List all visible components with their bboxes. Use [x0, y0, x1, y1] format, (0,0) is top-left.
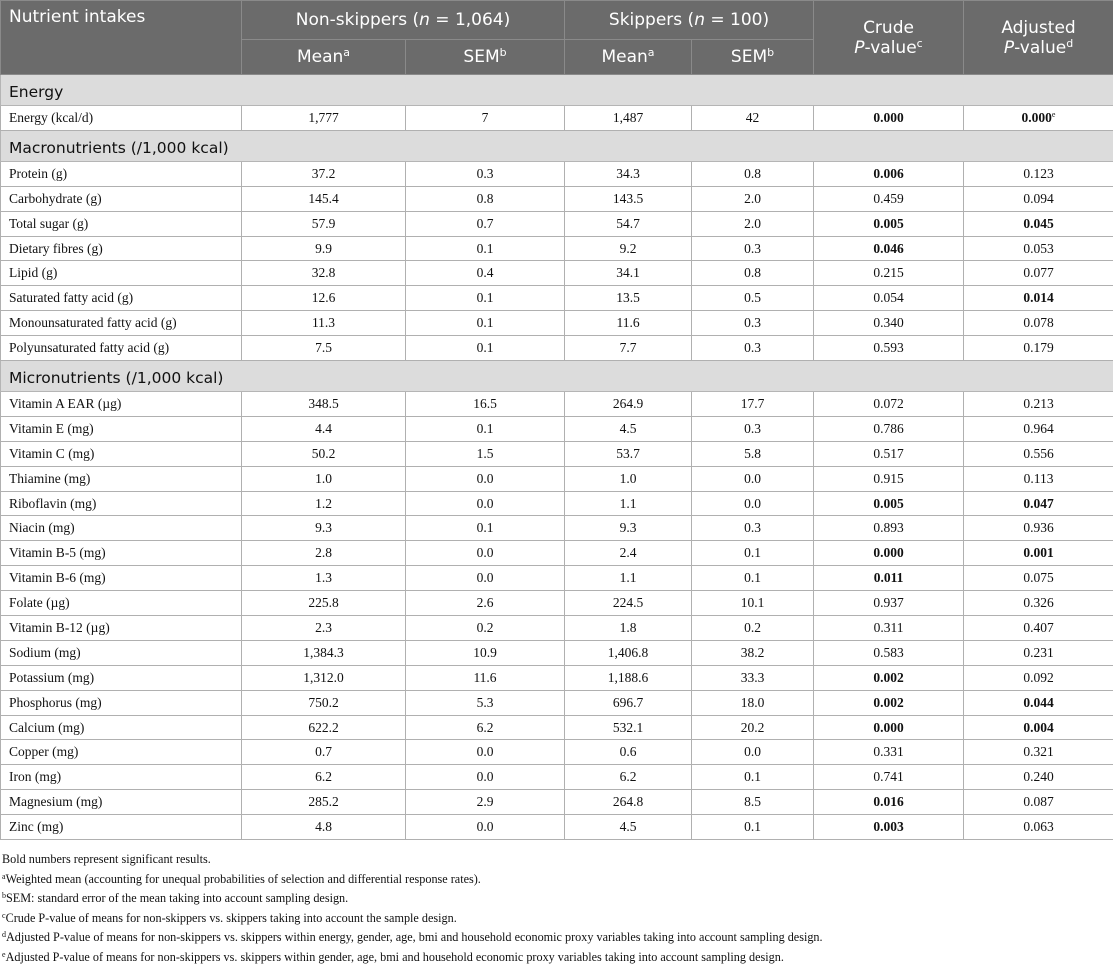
table-row [1, 211, 1113, 236]
section-row [1, 75, 1113, 106]
cell-sem-non-skippers: 0.1 [406, 286, 565, 311]
cell-sem-skippers: 0.3 [692, 311, 814, 336]
cell-mean-skippers: 1.0 [565, 466, 692, 491]
nutrient-name: Zinc (mg) [1, 815, 242, 840]
table-row [1, 161, 1113, 186]
cell-adjusted-p-value: 0.078 [964, 311, 1113, 336]
cell-sem-skippers: 2.0 [692, 211, 814, 236]
cell-sem-non-skippers: 1.5 [406, 441, 565, 466]
section-row [1, 130, 1113, 161]
cell-mean-skippers: 1,188.6 [565, 665, 692, 690]
footnote: $^a$Weighted mean (accounting for unequal probabilities of selection and differential response rates). [2, 871, 481, 886]
cell-sem-non-skippers: 5.3 [406, 690, 565, 715]
cell-crude-p-value: 0.340 [814, 311, 964, 336]
nutrient-name: Magnesium (mg) [1, 790, 242, 815]
cell-sem-skippers: 2.0 [692, 186, 814, 211]
cell-sem-skippers: 5.8 [692, 441, 814, 466]
cell-crude-p-value: 0.741 [814, 765, 964, 790]
cell-sem-skippers: 18.0 [692, 690, 814, 715]
footnote: Bold numbers represent significant results. [2, 852, 211, 866]
cell-crude-p-value: 0.000 [814, 106, 964, 131]
table-row [1, 186, 1113, 211]
nutrient-name: Protein (g) [1, 161, 242, 186]
cell-mean-skippers: 4.5 [565, 416, 692, 441]
nutrient-name: Iron (mg) [1, 765, 242, 790]
cell-mean-non-skippers: 7.5 [242, 336, 406, 361]
table-row [1, 790, 1113, 815]
cell-mean-non-skippers: 622.2 [242, 715, 406, 740]
cell-sem-skippers: 20.2 [692, 715, 814, 740]
cell-sem-non-skippers: 0.2 [406, 616, 565, 641]
cell-sem-skippers: 0.1 [692, 566, 814, 591]
cell-sem-non-skippers: 0.8 [406, 186, 565, 211]
nutrient-name: Riboflavin (mg) [1, 491, 242, 516]
cell-mean-skippers: 9.3 [565, 516, 692, 541]
cell-sem-skippers: 42 [692, 106, 814, 131]
cell-mean-non-skippers: 1,777 [242, 106, 406, 131]
cell-sem-non-skippers: 0.1 [406, 236, 565, 261]
cell-adjusted-p-value: 0.407 [964, 616, 1113, 641]
header-sem-skippers: SEM$^b$ [692, 40, 814, 75]
cell-mean-skippers: 1,406.8 [565, 640, 692, 665]
nutrient-name: Thiamine (mg) [1, 466, 242, 491]
nutrient-name: Potassium (mg) [1, 665, 242, 690]
header-crude-p-value: Crude P-value$^c$ [814, 1, 964, 75]
nutrient-name: Copper (mg) [1, 740, 242, 765]
cell-mean-non-skippers: 285.2 [242, 790, 406, 815]
nutrient-name: Niacin (mg) [1, 516, 242, 541]
table-row [1, 566, 1113, 591]
cell-sem-non-skippers: 7 [406, 106, 565, 131]
section-title: Energy [1, 75, 1113, 106]
cell-mean-skippers: 264.9 [565, 392, 692, 417]
table-row [1, 416, 1113, 441]
nutrient-name: Vitamin A EAR (µg) [1, 392, 242, 417]
cell-mean-non-skippers: 2.3 [242, 616, 406, 641]
cell-crude-p-value: 0.459 [814, 186, 964, 211]
table-row [1, 665, 1113, 690]
cell-mean-non-skippers: 225.8 [242, 591, 406, 616]
cell-mean-skippers: 143.5 [565, 186, 692, 211]
cell-sem-skippers: 0.3 [692, 236, 814, 261]
cell-mean-non-skippers: 1.0 [242, 466, 406, 491]
cell-sem-skippers: 0.8 [692, 161, 814, 186]
cell-sem-non-skippers: 0.3 [406, 161, 565, 186]
cell-sem-non-skippers: 0.0 [406, 541, 565, 566]
footnote: $^d$Adjusted P-value of means for non-skippers vs. skippers within energy, gender, age, bmi and household economic proxy variables taking into account sampling design. [2, 930, 823, 945]
table-row [1, 441, 1113, 466]
cell-mean-non-skippers: 37.2 [242, 161, 406, 186]
cell-crude-p-value: 0.046 [814, 236, 964, 261]
cell-sem-skippers: 0.1 [692, 541, 814, 566]
nutrient-name: Vitamin B-6 (mg) [1, 566, 242, 591]
cell-adjusted-p-value: 0.094 [964, 186, 1113, 211]
nutrient-name: Energy (kcal/d) [1, 106, 242, 131]
cell-sem-skippers: 0.3 [692, 416, 814, 441]
cell-mean-skippers: 7.7 [565, 336, 692, 361]
cell-mean-skippers: 2.4 [565, 541, 692, 566]
cell-sem-skippers: 0.1 [692, 815, 814, 840]
cell-adjusted-p-value: 0.092 [964, 665, 1113, 690]
cell-adjusted-p-value: 0.231 [964, 640, 1113, 665]
cell-mean-skippers: 1.1 [565, 566, 692, 591]
cell-adjusted-p-value: 0.123 [964, 161, 1113, 186]
nutrient-name: Polyunsaturated fatty acid (g) [1, 336, 242, 361]
header-non-skippers: Non-skippers (n = 1,064) [242, 1, 565, 40]
nutrient-name: Calcium (mg) [1, 715, 242, 740]
cell-crude-p-value: 0.215 [814, 261, 964, 286]
table-row [1, 765, 1113, 790]
cell-crude-p-value: 0.005 [814, 491, 964, 516]
header-mean-non-skippers: Mean$^a$ [242, 40, 406, 75]
cell-mean-non-skippers: 1.2 [242, 491, 406, 516]
table-row [1, 286, 1113, 311]
cell-crude-p-value: 0.002 [814, 690, 964, 715]
cell-sem-skippers: 0.5 [692, 286, 814, 311]
cell-sem-non-skippers: 0.0 [406, 566, 565, 591]
cell-sem-non-skippers: 0.1 [406, 311, 565, 336]
table-row [1, 616, 1113, 641]
cell-mean-skippers: 6.2 [565, 765, 692, 790]
cell-mean-non-skippers: 1.3 [242, 566, 406, 591]
cell-sem-skippers: 8.5 [692, 790, 814, 815]
cell-mean-skippers: 224.5 [565, 591, 692, 616]
cell-sem-skippers: 0.3 [692, 516, 814, 541]
nutrient-name: Vitamin E (mg) [1, 416, 242, 441]
nutrient-name: Folate (µg) [1, 591, 242, 616]
header-sem-non-skippers: SEM$^b$ [406, 40, 565, 75]
cell-sem-non-skippers: 0.7 [406, 211, 565, 236]
cell-mean-skippers: 0.6 [565, 740, 692, 765]
table-row [1, 591, 1113, 616]
nutrient-name: Vitamin B-12 (µg) [1, 616, 242, 641]
cell-mean-skippers: 1.1 [565, 491, 692, 516]
table-row [1, 740, 1113, 765]
nutrient-name: Lipid (g) [1, 261, 242, 286]
cell-crude-p-value: 0.072 [814, 392, 964, 417]
table-header [1, 1, 1113, 75]
header-adjusted-p-value: Adjusted P-value$^d$ [964, 1, 1113, 75]
cell-adjusted-p-value: 0.001 [964, 541, 1113, 566]
cell-sem-non-skippers: 6.2 [406, 715, 565, 740]
table-row [1, 640, 1113, 665]
cell-mean-skippers: 696.7 [565, 690, 692, 715]
cell-mean-non-skippers: 4.4 [242, 416, 406, 441]
cell-crude-p-value: 0.011 [814, 566, 964, 591]
cell-mean-skippers: 34.1 [565, 261, 692, 286]
cell-crude-p-value: 0.893 [814, 516, 964, 541]
cell-mean-non-skippers: 1,384.3 [242, 640, 406, 665]
cell-mean-non-skippers: 11.3 [242, 311, 406, 336]
cell-adjusted-p-value: 0.556 [964, 441, 1113, 466]
nutrient-name: Carbohydrate (g) [1, 186, 242, 211]
cell-sem-skippers: 38.2 [692, 640, 814, 665]
cell-crude-p-value: 0.000 [814, 715, 964, 740]
cell-mean-non-skippers: 32.8 [242, 261, 406, 286]
table-row [1, 715, 1113, 740]
cell-crude-p-value: 0.000 [814, 541, 964, 566]
cell-adjusted-p-value: 0.936 [964, 516, 1113, 541]
table-row [1, 690, 1113, 715]
cell-crude-p-value: 0.517 [814, 441, 964, 466]
cell-mean-skippers: 532.1 [565, 715, 692, 740]
cell-mean-skippers: 1,487 [565, 106, 692, 131]
cell-sem-non-skippers: 10.9 [406, 640, 565, 665]
footnote: $^c$Crude P-value of means for non-skippers vs. skippers taking into account the sample design. [2, 910, 457, 925]
table-row [1, 466, 1113, 491]
cell-crude-p-value: 0.054 [814, 286, 964, 311]
cell-adjusted-p-value: 0.047 [964, 491, 1113, 516]
cell-sem-skippers: 0.0 [692, 740, 814, 765]
cell-sem-non-skippers: 11.6 [406, 665, 565, 690]
footnote: $^e$Adjusted P-value of means for non-skippers vs. skippers within gender, age, bmi and household economic proxy variables taking into account sampling design. [2, 949, 784, 964]
cell-sem-skippers: 0.0 [692, 491, 814, 516]
cell-mean-skippers: 1.8 [565, 616, 692, 641]
cell-mean-skippers: 4.5 [565, 815, 692, 840]
cell-adjusted-p-value: 0.113 [964, 466, 1113, 491]
cell-sem-non-skippers: 0.0 [406, 740, 565, 765]
cell-crude-p-value: 0.016 [814, 790, 964, 815]
nutrient-name: Dietary fibres (g) [1, 236, 242, 261]
cell-mean-skippers: 9.2 [565, 236, 692, 261]
section-row [1, 361, 1113, 392]
cell-adjusted-p-value: 0.044 [964, 690, 1113, 715]
table-row [1, 236, 1113, 261]
cell-crude-p-value: 0.915 [814, 466, 964, 491]
cell-mean-non-skippers: 145.4 [242, 186, 406, 211]
footnote-marker: e [1051, 109, 1056, 119]
cell-sem-non-skippers: 0.0 [406, 815, 565, 840]
cell-adjusted-p-value: 0.004 [964, 715, 1113, 740]
cell-adjusted-p-value: 0.053 [964, 236, 1113, 261]
cell-mean-non-skippers: 0.7 [242, 740, 406, 765]
cell-adjusted-p-value: 0.964 [964, 416, 1113, 441]
cell-sem-non-skippers: 2.6 [406, 591, 565, 616]
table-row [1, 106, 1113, 131]
cell-mean-non-skippers: 9.9 [242, 236, 406, 261]
nutrient-name: Phosphorus (mg) [1, 690, 242, 715]
cell-crude-p-value: 0.583 [814, 640, 964, 665]
nutrient-name: Sodium (mg) [1, 640, 242, 665]
header-mean-skippers: Mean$^a$ [565, 40, 692, 75]
cell-mean-skippers: 264.8 [565, 790, 692, 815]
table-row [1, 541, 1113, 566]
cell-mean-non-skippers: 750.2 [242, 690, 406, 715]
cell-adjusted-p-value: 0.179 [964, 336, 1113, 361]
cell-sem-non-skippers: 0.0 [406, 491, 565, 516]
cell-mean-non-skippers: 12.6 [242, 286, 406, 311]
cell-sem-skippers: 10.1 [692, 591, 814, 616]
cell-crude-p-value: 0.331 [814, 740, 964, 765]
cell-mean-skippers: 54.7 [565, 211, 692, 236]
cell-adjusted-p-value: 0.087 [964, 790, 1113, 815]
cell-sem-skippers: 33.3 [692, 665, 814, 690]
cell-adjusted-p-value: 0.045 [964, 211, 1113, 236]
table-footnotes [2, 850, 1107, 968]
cell-adjusted-p-value: 0.213 [964, 392, 1113, 417]
table-row [1, 392, 1113, 417]
cell-sem-non-skippers: 0.0 [406, 466, 565, 491]
table-row [1, 261, 1113, 286]
cell-mean-non-skippers: 6.2 [242, 765, 406, 790]
cell-sem-skippers: 0.1 [692, 765, 814, 790]
cell-mean-skippers: 11.6 [565, 311, 692, 336]
nutrient-name: Monounsaturated fatty acid (g) [1, 311, 242, 336]
cell-mean-skippers: 34.3 [565, 161, 692, 186]
cell-adjusted-p-value: 0.000e [964, 106, 1113, 131]
cell-crude-p-value: 0.786 [814, 416, 964, 441]
cell-sem-non-skippers: 0.0 [406, 765, 565, 790]
cell-crude-p-value: 0.002 [814, 665, 964, 690]
cell-sem-skippers: 0.3 [692, 336, 814, 361]
table-row [1, 516, 1113, 541]
footnote: $^b$SEM: standard error of the mean taking into account sampling design. [2, 891, 349, 906]
header-nutrient-intakes: Nutrient intakes [1, 1, 242, 75]
cell-sem-skippers: 0.0 [692, 466, 814, 491]
cell-adjusted-p-value: 0.014 [964, 286, 1113, 311]
cell-mean-non-skippers: 1,312.0 [242, 665, 406, 690]
nutrient-name: Vitamin B-5 (mg) [1, 541, 242, 566]
cell-adjusted-p-value: 0.321 [964, 740, 1113, 765]
cell-adjusted-p-value: 0.326 [964, 591, 1113, 616]
table-row [1, 491, 1113, 516]
cell-sem-non-skippers: 16.5 [406, 392, 565, 417]
header-skippers: Skippers (n = 100) [565, 1, 814, 40]
cell-crude-p-value: 0.311 [814, 616, 964, 641]
cell-crude-p-value: 0.006 [814, 161, 964, 186]
cell-adjusted-p-value: 0.075 [964, 566, 1113, 591]
cell-sem-non-skippers: 0.1 [406, 336, 565, 361]
cell-adjusted-p-value: 0.077 [964, 261, 1113, 286]
cell-sem-non-skippers: 0.1 [406, 416, 565, 441]
cell-mean-non-skippers: 4.8 [242, 815, 406, 840]
cell-sem-non-skippers: 0.4 [406, 261, 565, 286]
cell-mean-non-skippers: 57.9 [242, 211, 406, 236]
cell-mean-skippers: 13.5 [565, 286, 692, 311]
cell-sem-non-skippers: 2.9 [406, 790, 565, 815]
cell-sem-skippers: 0.8 [692, 261, 814, 286]
nutrient-name: Saturated fatty acid (g) [1, 286, 242, 311]
cell-crude-p-value: 0.005 [814, 211, 964, 236]
cell-adjusted-p-value: 0.240 [964, 765, 1113, 790]
cell-crude-p-value: 0.003 [814, 815, 964, 840]
cell-mean-non-skippers: 348.5 [242, 392, 406, 417]
table-row [1, 311, 1113, 336]
table-row [1, 815, 1113, 840]
cell-sem-skippers: 17.7 [692, 392, 814, 417]
table-body [1, 75, 1113, 840]
section-title: Macronutrients (/1,000 kcal) [1, 130, 1113, 161]
nutrient-name: Total sugar (g) [1, 211, 242, 236]
cell-mean-non-skippers: 9.3 [242, 516, 406, 541]
cell-mean-non-skippers: 2.8 [242, 541, 406, 566]
cell-mean-non-skippers: 50.2 [242, 441, 406, 466]
cell-sem-skippers: 0.2 [692, 616, 814, 641]
cell-mean-skippers: 53.7 [565, 441, 692, 466]
section-title: Micronutrients (/1,000 kcal) [1, 361, 1113, 392]
nutrient-name: Vitamin C (mg) [1, 441, 242, 466]
cell-sem-non-skippers: 0.1 [406, 516, 565, 541]
cell-crude-p-value: 0.593 [814, 336, 964, 361]
table-row [1, 336, 1113, 361]
cell-adjusted-p-value: 0.063 [964, 815, 1113, 840]
cell-crude-p-value: 0.937 [814, 591, 964, 616]
